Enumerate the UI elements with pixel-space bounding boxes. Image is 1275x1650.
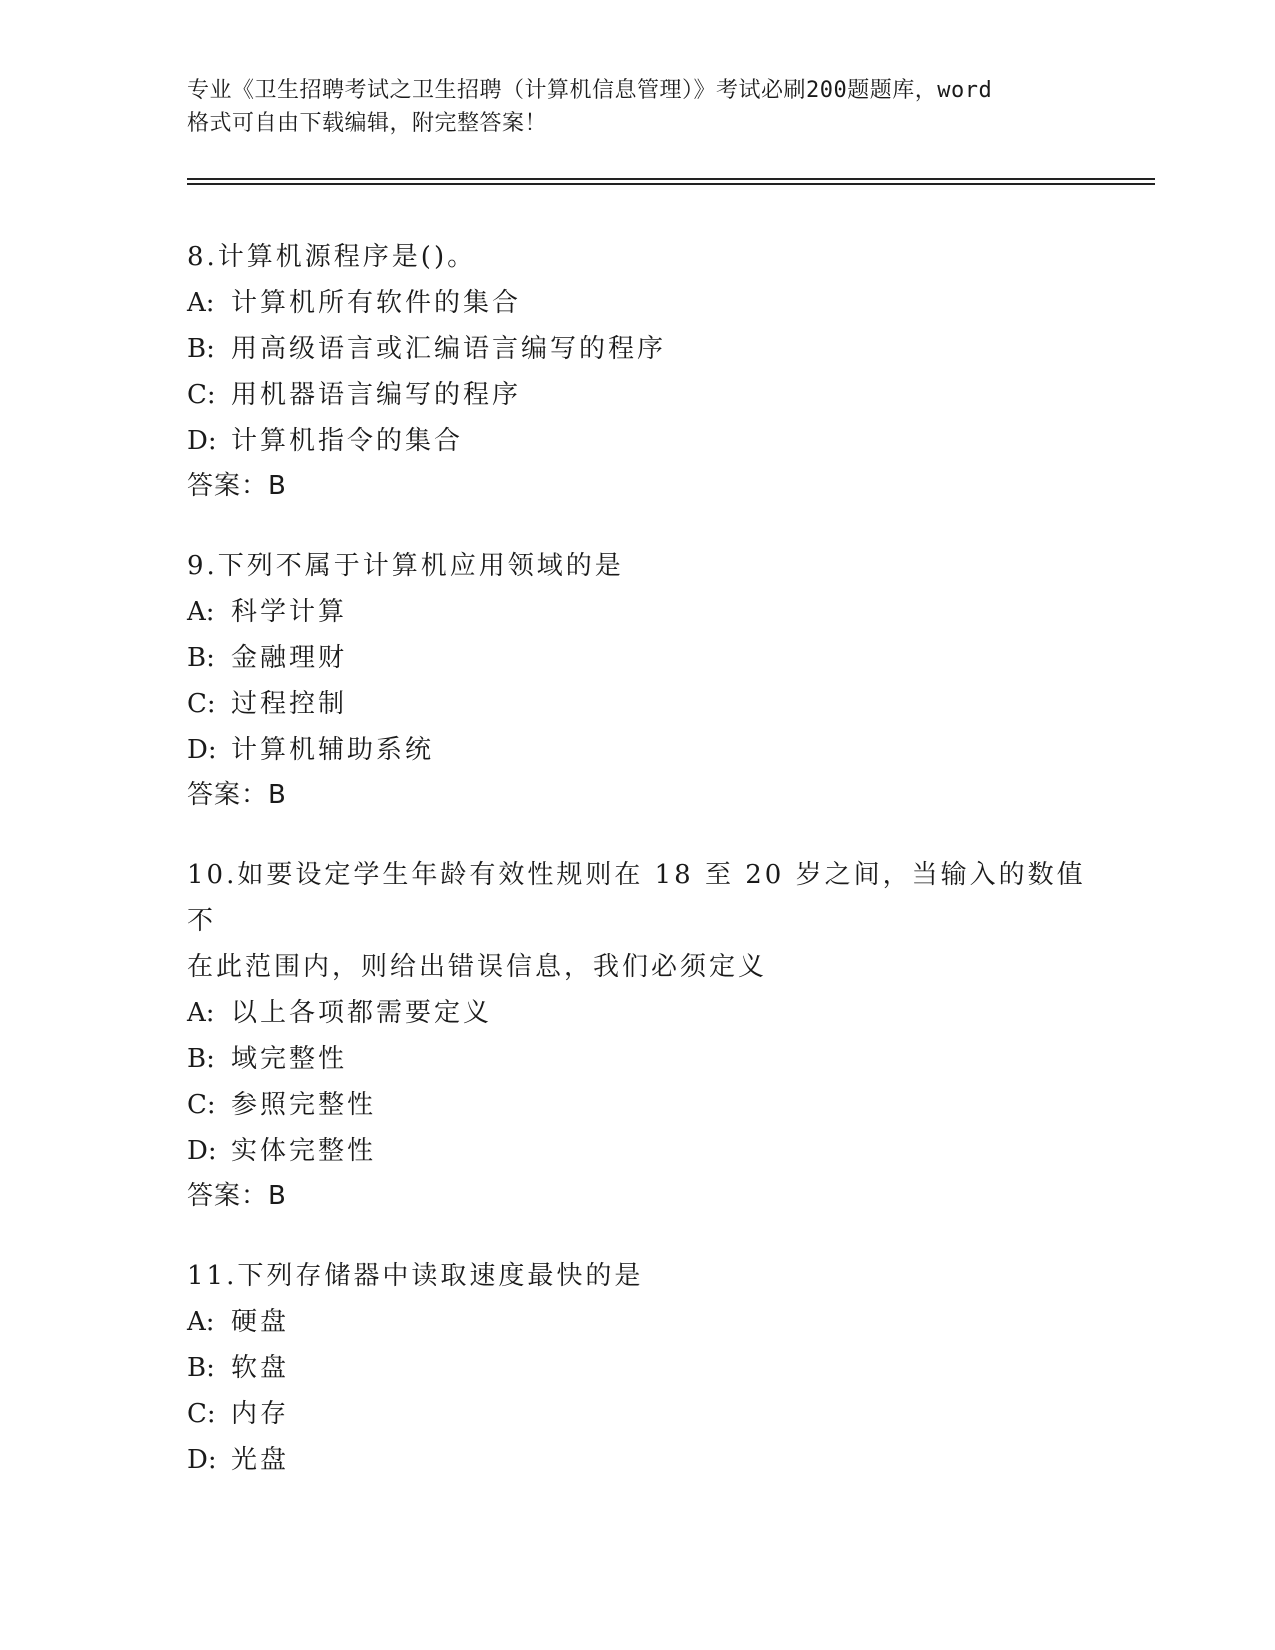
option-text: 以上各项都需要定义 xyxy=(231,998,493,1028)
option-key: A: xyxy=(187,288,215,318)
option-text: 实体完整性 xyxy=(231,1136,377,1166)
option-key: B: xyxy=(187,1044,215,1074)
header-divider-bottom xyxy=(187,183,1155,185)
option-key: A: xyxy=(187,597,215,627)
option-b xyxy=(187,326,1087,372)
option-text: 计算机所有软件的集合 xyxy=(231,288,522,318)
question-stem-continued: 在此范围内，则给出错误信息，我们必须定义 xyxy=(187,952,768,982)
question-stem: 10.如要设定学生年龄有效性规则在 18 至 20 岁之间，当输入的数值不 xyxy=(187,860,1086,936)
question-stem: 8.计算机源程序是()。 xyxy=(187,242,477,272)
option-text: 内存 xyxy=(231,1399,290,1429)
document-header xyxy=(187,74,1087,140)
header-divider-top xyxy=(187,178,1155,180)
option-c xyxy=(187,681,1087,727)
option-text: 用高级语言或汇编语言编写的程序 xyxy=(231,334,667,364)
option-text: 用机器语言编写的程序 xyxy=(231,380,522,410)
option-key: C: xyxy=(187,1399,216,1429)
option-key: B: xyxy=(187,334,215,364)
option-a xyxy=(187,1299,1087,1345)
answer-line: 答案：B xyxy=(187,471,287,501)
option-text: 科学计算 xyxy=(231,597,348,627)
option-text: 计算机辅助系统 xyxy=(231,735,435,765)
answer-line: 答案：B xyxy=(187,1181,287,1211)
option-key: C: xyxy=(187,689,216,719)
option-text: 软盘 xyxy=(231,1353,290,1383)
option-key: A: xyxy=(187,1307,215,1337)
option-text: 参照完整性 xyxy=(231,1090,377,1120)
option-text: 光盘 xyxy=(231,1445,290,1475)
option-c xyxy=(187,1082,1087,1128)
option-key: D: xyxy=(187,1136,217,1166)
option-key: B: xyxy=(187,643,215,673)
option-d xyxy=(187,418,1087,464)
option-b xyxy=(187,635,1087,681)
option-text: 域完整性 xyxy=(231,1044,348,1074)
option-key: A: xyxy=(187,998,215,1028)
option-key: C: xyxy=(187,380,216,410)
option-text: 计算机指令的集合 xyxy=(231,426,464,456)
option-b xyxy=(187,1345,1087,1391)
option-a xyxy=(187,589,1087,635)
question-stem: 9.下列不属于计算机应用领域的是 xyxy=(187,551,624,581)
option-c xyxy=(187,1391,1087,1437)
question-11 xyxy=(187,1253,1087,1483)
question-9 xyxy=(187,543,1087,817)
option-d xyxy=(187,1128,1087,1174)
question-8 xyxy=(187,234,1087,508)
option-key: D: xyxy=(187,1445,217,1475)
option-text: 硬盘 xyxy=(231,1307,290,1337)
option-b xyxy=(187,1036,1087,1082)
option-a xyxy=(187,990,1087,1036)
option-key: C: xyxy=(187,1090,216,1120)
answer-line: 答案：B xyxy=(187,780,287,810)
option-a xyxy=(187,280,1087,326)
question-stem: 11.下列存储器中读取速度最快的是 xyxy=(187,1261,644,1291)
option-text: 过程控制 xyxy=(231,689,348,719)
option-key: D: xyxy=(187,426,217,456)
option-c xyxy=(187,372,1087,418)
question-10 xyxy=(187,852,1087,1218)
header-line-1: 专业《卫生招聘考试之卫生招聘（计算机信息管理）》考试必刷200题题库，word xyxy=(187,78,993,103)
option-d xyxy=(187,1437,1087,1483)
option-d xyxy=(187,727,1087,773)
header-line-2: 格式可自由下载编辑，附完整答案！ xyxy=(187,111,548,136)
option-text: 金融理财 xyxy=(231,643,348,673)
option-key: B: xyxy=(187,1353,215,1383)
question-list xyxy=(187,234,1087,1518)
option-key: D: xyxy=(187,735,217,765)
